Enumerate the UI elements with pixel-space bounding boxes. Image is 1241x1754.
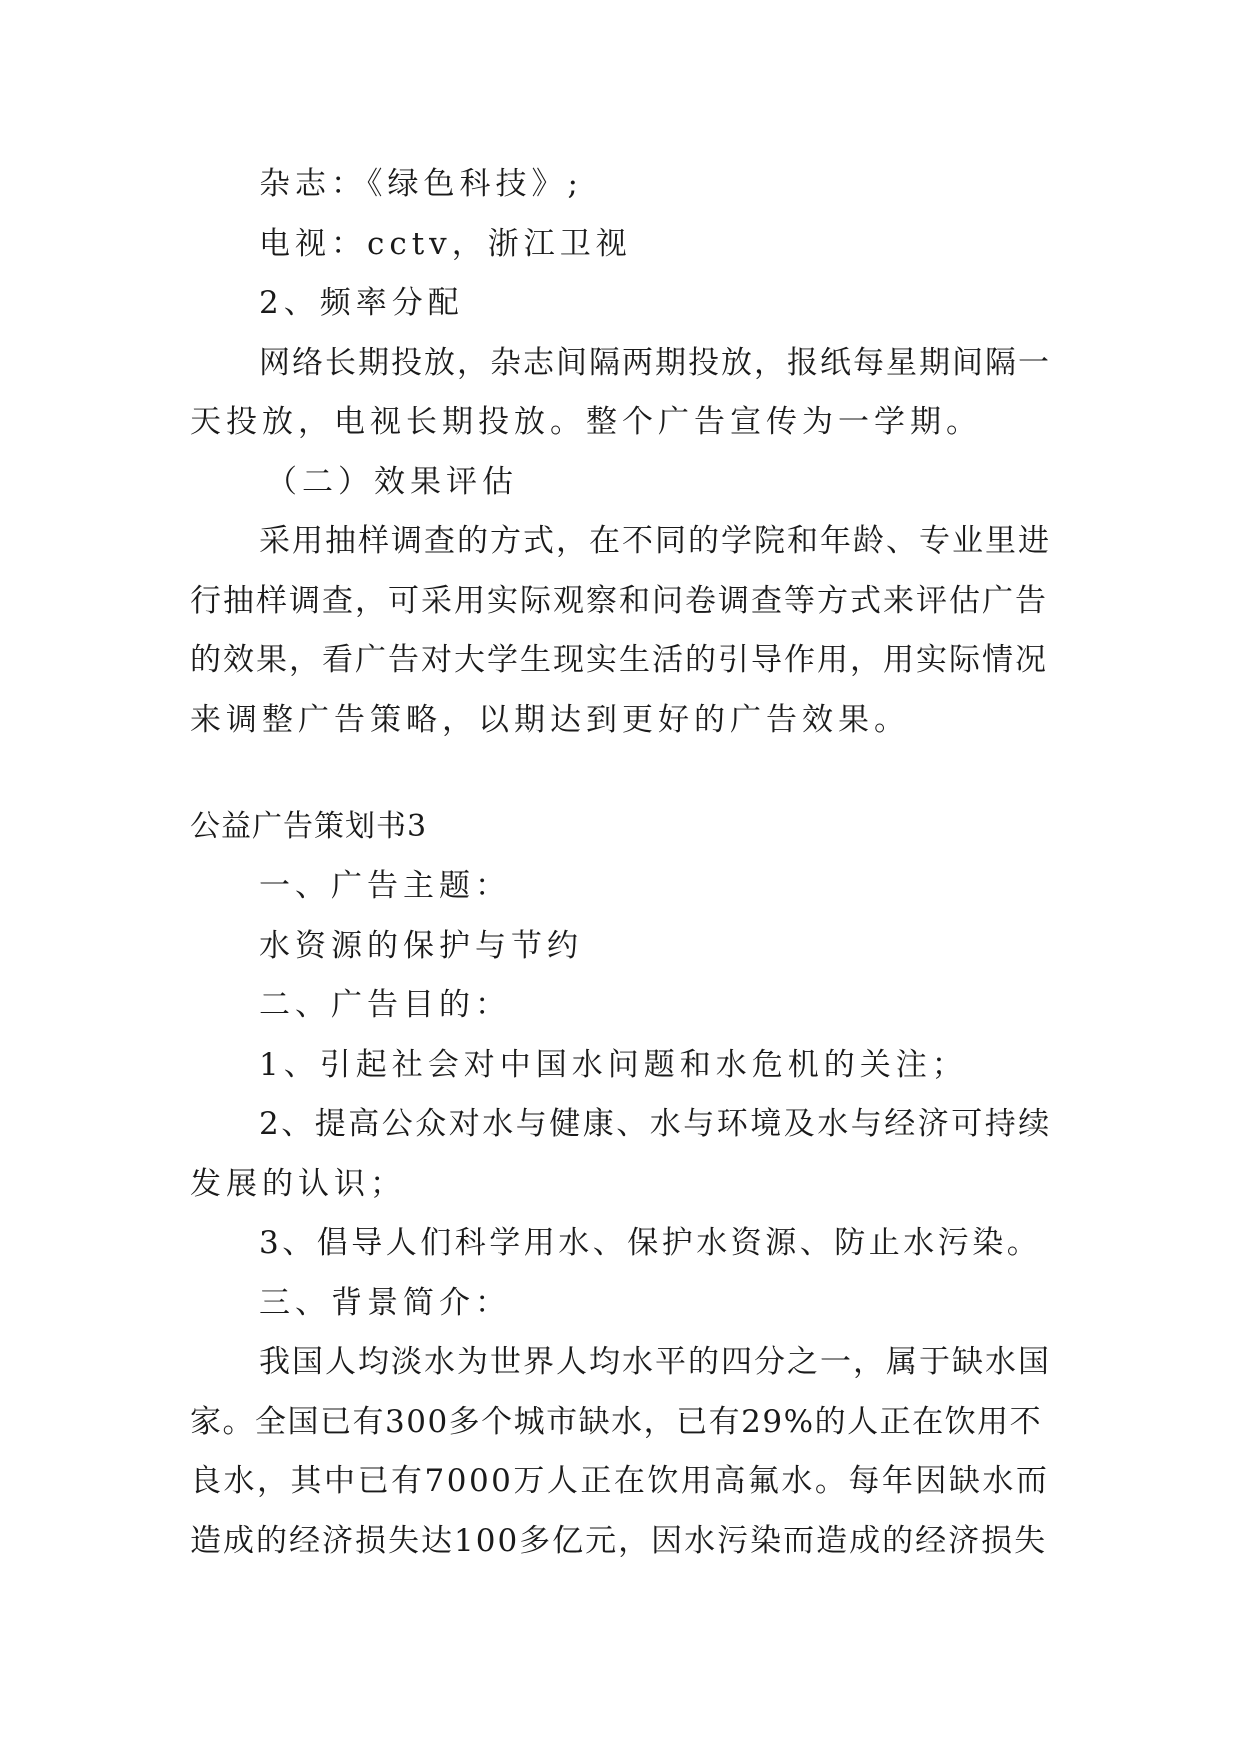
section-heading: 二、广告目的：	[259, 987, 511, 1023]
paragraph-line: 来调整广告策略，以期达到更好的广告效果。	[190, 702, 910, 738]
paragraph-line: 网络长期投放，杂志间隔两期投放，报纸每星期间隔一	[259, 345, 1051, 381]
section-frequency-heading: 2、频率分配	[259, 285, 464, 321]
section-evaluation-heading: （二）效果评估	[266, 464, 518, 500]
tv-line: 电视：cctv，浙江卫视	[259, 226, 632, 262]
document-title: 公益广告策划书3	[190, 809, 428, 844]
paragraph-line: 行抽样调查，可采用实际观察和问卷调查等方式来评估广告	[190, 583, 1048, 619]
section-heading: 三、背景简介：	[259, 1285, 511, 1321]
list-item: 3、倡导人们科学用水、保护水资源、防止水污染。	[259, 1225, 1042, 1261]
paragraph-line: 家。全国已有300多个城市缺水，已有29%的人正在饮用不	[190, 1404, 1043, 1440]
paragraph-line: 采用抽样调查的方式，在不同的学院和年龄、专业里进	[259, 523, 1051, 559]
section-heading: 一、广告主题：	[259, 868, 511, 904]
paragraph-line: 天投放，电视长期投放。整个广告宣传为一学期。	[190, 404, 982, 440]
list-item-continuation: 发展的认识；	[190, 1166, 406, 1202]
list-item: 2、提高公众对水与健康、水与环境及水与经济可持续	[259, 1106, 1052, 1142]
paragraph-line: 我国人均淡水为世界人均水平的四分之一，属于缺水国	[259, 1344, 1051, 1380]
paragraph-line: 造成的经济损失达100多亿元，因水污染而造成的经济损失	[190, 1523, 1048, 1559]
paragraph-line: 的效果，看广告对大学生现实生活的引导作用，用实际情况	[190, 642, 1048, 678]
magazine-line: 杂志：《绿色科技》;	[259, 166, 583, 202]
list-item: 1、引起社会对中国水问题和水危机的关注；	[259, 1047, 968, 1083]
paragraph-line: 水资源的保护与节约	[259, 928, 583, 964]
paragraph-line: 良水，其中已有7000万人正在饮用高氟水。每年因缺水而	[190, 1463, 1050, 1499]
